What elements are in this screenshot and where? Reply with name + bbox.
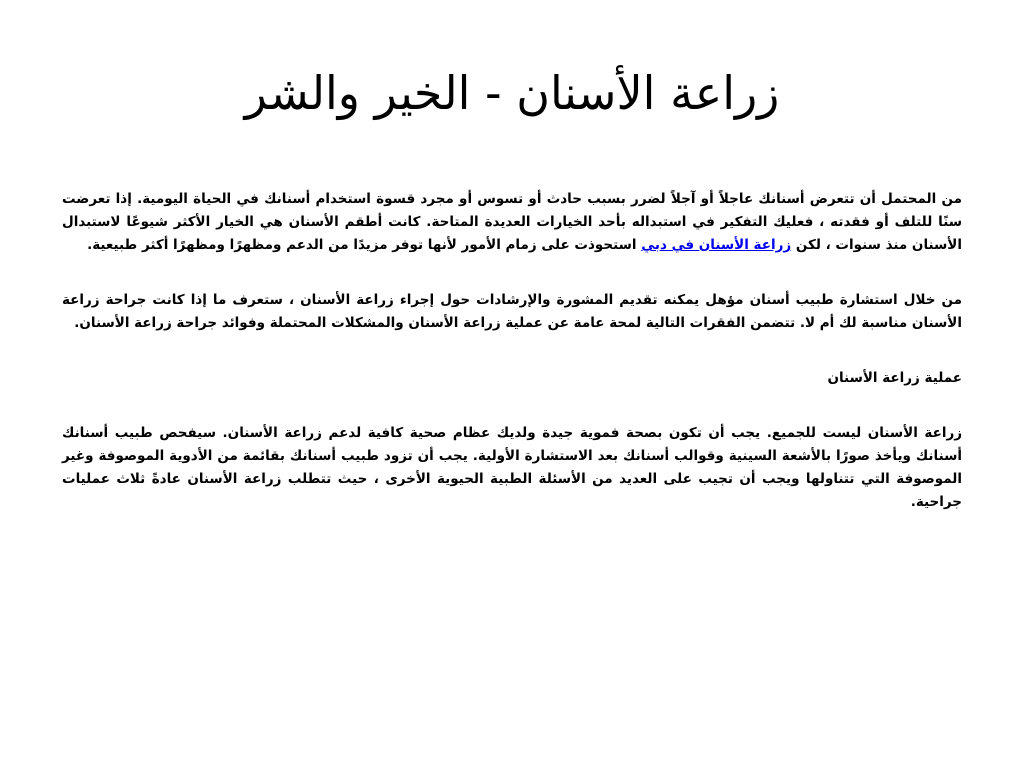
section-subheading: عملية زراعة الأسنان: [827, 370, 962, 386]
paragraph-intro: [62, 188, 962, 257]
dental-implants-dubai-link[interactable]: زراعة الأسنان في دبي: [641, 237, 792, 253]
slide-body: [62, 188, 962, 546]
slide-title: زراعة الأسنان - الخير والشر: [244, 66, 780, 120]
paragraph-consultation: من خلال استشارة طبيب أسنان مؤهل يمكنه تقديم المشورة والإرشادات حول إجراء زراعة الأسنان ، ستعرف ما إذا كانت جراحة زراعة الأسنان مناسبة لك أم لا. تتضمن الفقرات التالية لمحة عامة عن عملية زراعة الأسنان والمشكلات المحتملة وفوائد جراحة زراعة الأسنان.: [62, 292, 962, 331]
paragraph-procedure: زراعة الأسنان ليست للجميع. يجب أن تكون بصحة فموية جيدة ولديك عظام صحية كافية لدعم زراعة الأسنان. سيفحص طبيب أسنانك أسنانك ويأخذ صورًا بالأشعة السينية وقوالب أسنانك بعد الاستشارة الأولية. يجب أن تزود طبيب أسنانك بقائمة من الأدوية الموصوفة وغير الموصوفة التي تتناولها ويجب أن تجيب على العديد من الأسئلة الطبية الحيوية الأخرى ، حيث تتطلب زراعة الأسنان عادةً ثلاث عمليات جراحية.: [62, 425, 962, 510]
paragraph-intro-text-2: استحوذت على زمام الأمور لأنها توفر مزيدًا من الدعم ومظهرًا ومظهرًا أكثر طبيعية.: [87, 237, 642, 253]
paragraph-intro-text-1: من المحتمل أن تتعرض أسنانك عاجلاً أو آجلاً لضرر بسبب حادث أو تسوس أو مجرد قسوة استخدام أسنانك في الحياة اليومية. إذا تعرضت سنًا للتلف أو فقدته ، فعليك التفكير في استبداله بأحد الخيارات العديدة المتاحة. كانت أطقم الأسنان هي الخيار الأكثر شيوعًا لاستبدال الأسنان منذ سنوات ، لكن: [62, 191, 962, 253]
